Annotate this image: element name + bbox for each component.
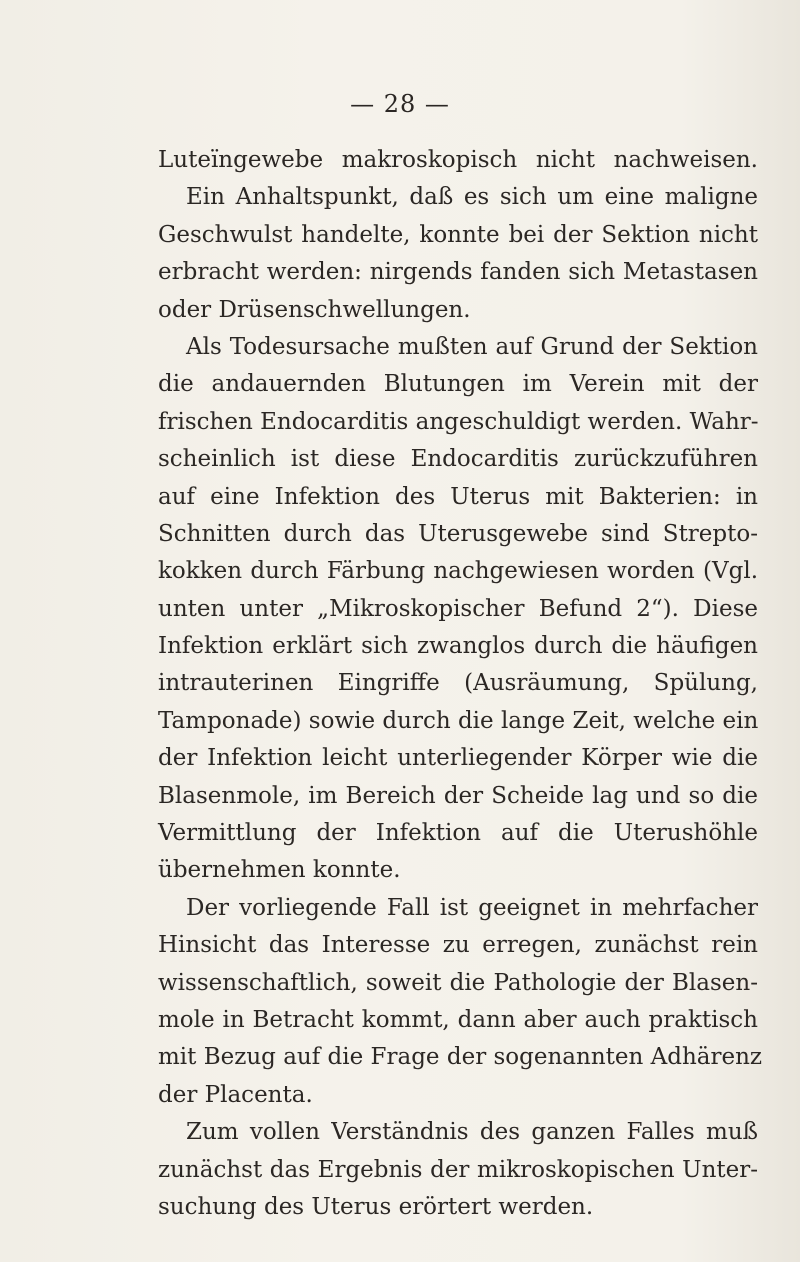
text-line: Vermittlung der Infektion auf die Uterushöhle [158, 820, 758, 847]
text-line: Ein Anhaltspunkt, daß es sich um eine maligne [186, 184, 758, 211]
page-number: — 28 — [350, 90, 450, 118]
text-line: intrauterinen Eingriffe (Ausräumung, Spülung, [158, 670, 758, 697]
text-line: zunächst das Ergebnis der mikroskopischen Unter- [158, 1156, 758, 1183]
text-line: suchung des Uterus erörtert werden. [158, 1193, 594, 1220]
text-line: Hinsicht das Interesse zu erregen, zunächst rein [158, 932, 758, 959]
text-line: der Placenta. [158, 1081, 313, 1108]
text-line: Schnitten durch das Uterusgewebe sind Strepto- [158, 520, 758, 547]
text-line: übernehmen konnte. [158, 857, 401, 884]
text-line: Zum vollen Verständnis des ganzen Falles muß [186, 1119, 758, 1146]
text-line: auf eine Infektion des Uterus mit Bakterien: in [158, 483, 758, 510]
text-line: Blasenmole, im Bereich der Scheide lag und so die [158, 782, 758, 809]
body-text [158, 142, 763, 1226]
text-line: unten unter „Mikroskopischer Befund 2“). Diese [158, 595, 758, 622]
text-line: frischen Endocarditis angeschuldigt werden. Wahr- [158, 408, 759, 435]
text-line: oder Drüsenschwellungen. [158, 296, 471, 323]
text-line: Infektion erklärt sich zwanglos durch die häufigen [158, 633, 758, 660]
text-line: Luteïngewebe makroskopisch nicht nachweisen. [158, 147, 758, 173]
text-line: Der vorliegende Fall ist geeignet in mehrfacher [186, 894, 758, 921]
text-line: Geschwulst handelte, konnte bei der Sektion nicht [158, 221, 758, 248]
text-line: wissenschaftlich, soweit die Pathologie der Blasen- [158, 969, 758, 996]
text-line: mit Bezug auf die Frage der sogenannten Adhärenz [158, 1044, 763, 1071]
text-line: scheinlich ist diese Endocarditis zurückzuführen [158, 446, 758, 473]
text-line: die andauernden Blutungen im Verein mit der [158, 371, 758, 398]
text-line: der Infektion leicht unterliegender Körper wie die [158, 745, 758, 772]
text-line: Als Todesursache mußten auf Grund der Sektion [186, 333, 758, 360]
text-line: kokken durch Färbung nachgewiesen worden (Vgl. [158, 558, 758, 585]
text-line: erbracht werden: nirgends fanden sich Metastasen [158, 259, 758, 286]
text-line: mole in Betracht kommt, dann aber auch praktisch [158, 1006, 758, 1033]
text-line: Tamponade) sowie durch die lange Zeit, welche ein [158, 707, 759, 734]
